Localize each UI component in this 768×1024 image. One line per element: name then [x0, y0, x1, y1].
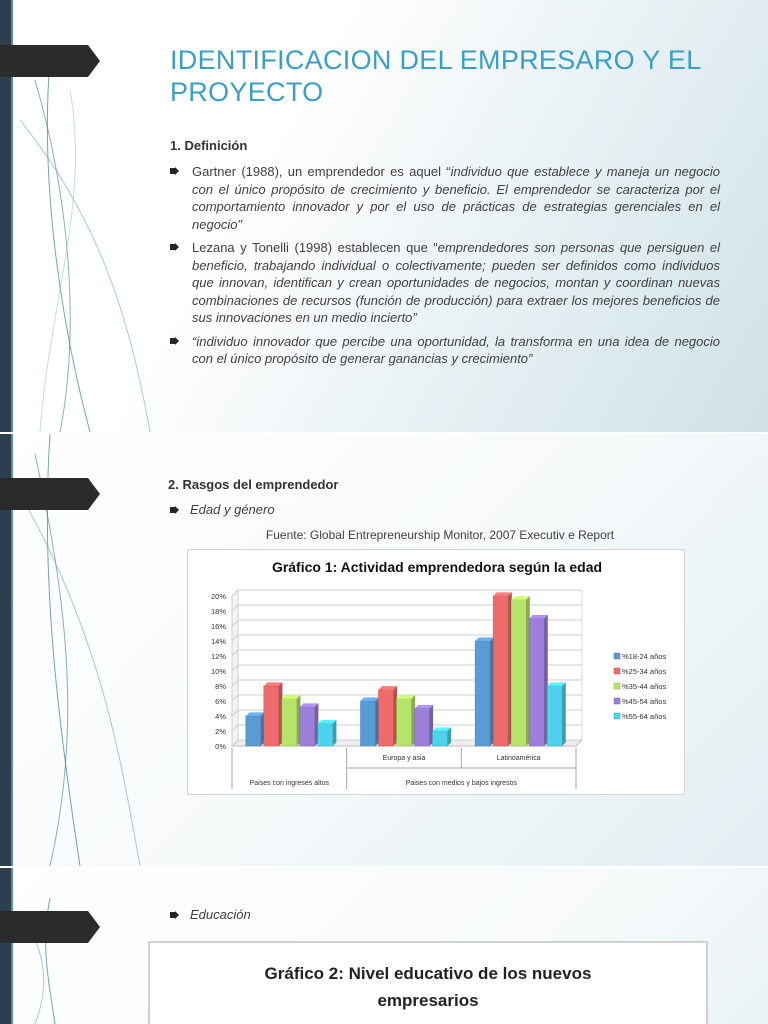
legend-label: %55-64 años	[622, 712, 667, 721]
bar	[475, 641, 490, 746]
sub-bullet-edad: Edad y género	[170, 502, 275, 517]
y-tick-label: 10%	[210, 667, 226, 676]
list-item: “individuo innovador que percibe una oportunidad, la transforma en una idea de negocio con el único propósito de generar ganancias y crecimiento”	[170, 333, 720, 368]
chart-title: Gráfico 1: Actividad emprendedora según la edad	[271, 559, 603, 575]
bar	[493, 596, 508, 746]
bar	[529, 619, 544, 747]
slide-title: IDENTIFICACION DEL EMPRESARO Y EL PROYECTO	[170, 45, 701, 107]
bar	[547, 686, 562, 746]
bar	[379, 690, 394, 746]
bar-side	[333, 720, 337, 746]
slide-definicion	[0, 0, 768, 432]
bullet-arrow-icon	[170, 506, 179, 514]
section-heading: 1. Definición	[170, 138, 248, 153]
bullet-arrow-icon	[170, 167, 179, 175]
sub-bullet-educacion: Educación	[170, 907, 251, 922]
legend-swatch	[614, 668, 620, 674]
bar	[397, 699, 412, 746]
y-tick-label: 2%	[215, 727, 226, 736]
legend-swatch	[614, 683, 620, 689]
chart-actividad-emprendedora	[187, 549, 685, 795]
bar	[361, 701, 376, 746]
chart-nivel-educativo	[148, 941, 708, 1024]
y-tick-label: 16%	[210, 622, 226, 631]
section-arrow-icon	[0, 911, 100, 943]
x-category-label: Paises con ingreses altos	[249, 780, 330, 787]
y-tick-label: 12%	[210, 652, 226, 661]
list-item: Gartner (1988), un emprendedor es aquel “individuo que establece y maneja un negocio con el único propósito de crecimiento y beneficio. El emprendedor se caracteriza por el comportamiento innovador y por el uso de prácticas de estrategias gerenciales en el negocio”	[170, 163, 720, 233]
decorative-curves	[10, 868, 170, 1024]
y-tick-label: 20%	[210, 592, 226, 601]
bar-chart	[188, 550, 686, 796]
list-item: Lezana y Tonelli (1998) establecen que “emprendedores son personas que persiguen el beneficio, trabajando individual o colectivamente; pueden ser definidos como individuos que innovan, identifican y crean oportunidades de negocios, montan y coordinan nuevas combinaciones de recursos (función de producción) para extraer los mejores beneficios de sus innovaciones en un medio incierto”	[170, 239, 720, 327]
legend-swatch	[614, 713, 620, 719]
bar	[282, 699, 297, 746]
bar	[511, 600, 526, 746]
legend-label: %18-24 años	[622, 652, 667, 661]
legend-swatch	[614, 698, 620, 704]
title-arrow-icon	[0, 45, 100, 77]
y-tick-label: 8%	[215, 682, 226, 691]
bar-side	[562, 682, 566, 746]
bar	[300, 707, 315, 746]
x-category-label: Europa y asia	[382, 755, 426, 762]
bullet-arrow-icon	[170, 243, 179, 251]
y-tick-label: 18%	[210, 607, 226, 616]
x-group-label: Paises con medios y bajos ingresos	[405, 780, 517, 787]
y-tick-label: 4%	[215, 712, 226, 721]
y-tick-label: 6%	[215, 697, 226, 706]
bar	[264, 686, 279, 746]
chart-source: Fuente: Global Entrepreneurship Monitor, 2007 Executiv e Report	[265, 528, 615, 542]
legend-label: %35-44 años	[622, 682, 667, 691]
definition-list	[170, 163, 720, 374]
section-heading: 2. Rasgos del emprendedor	[168, 477, 339, 492]
bar	[318, 724, 333, 747]
bar	[433, 731, 448, 746]
y-tick-label: 14%	[210, 637, 226, 646]
bullet-arrow-icon	[170, 337, 179, 345]
bullet-arrow-icon	[170, 911, 179, 919]
bar	[415, 709, 430, 747]
x-category-label: Latinoamérica	[496, 755, 541, 762]
chart-title: Gráfico 2: Nivel educativo de los nuevos empresarios	[264, 964, 592, 1010]
legend-swatch	[614, 653, 620, 659]
bar	[246, 716, 261, 746]
legend-label: %25-34 años	[622, 667, 667, 676]
section-arrow-icon	[0, 478, 100, 510]
y-tick-label: 0%	[215, 742, 226, 751]
legend-label: %45-54 años	[622, 697, 667, 706]
